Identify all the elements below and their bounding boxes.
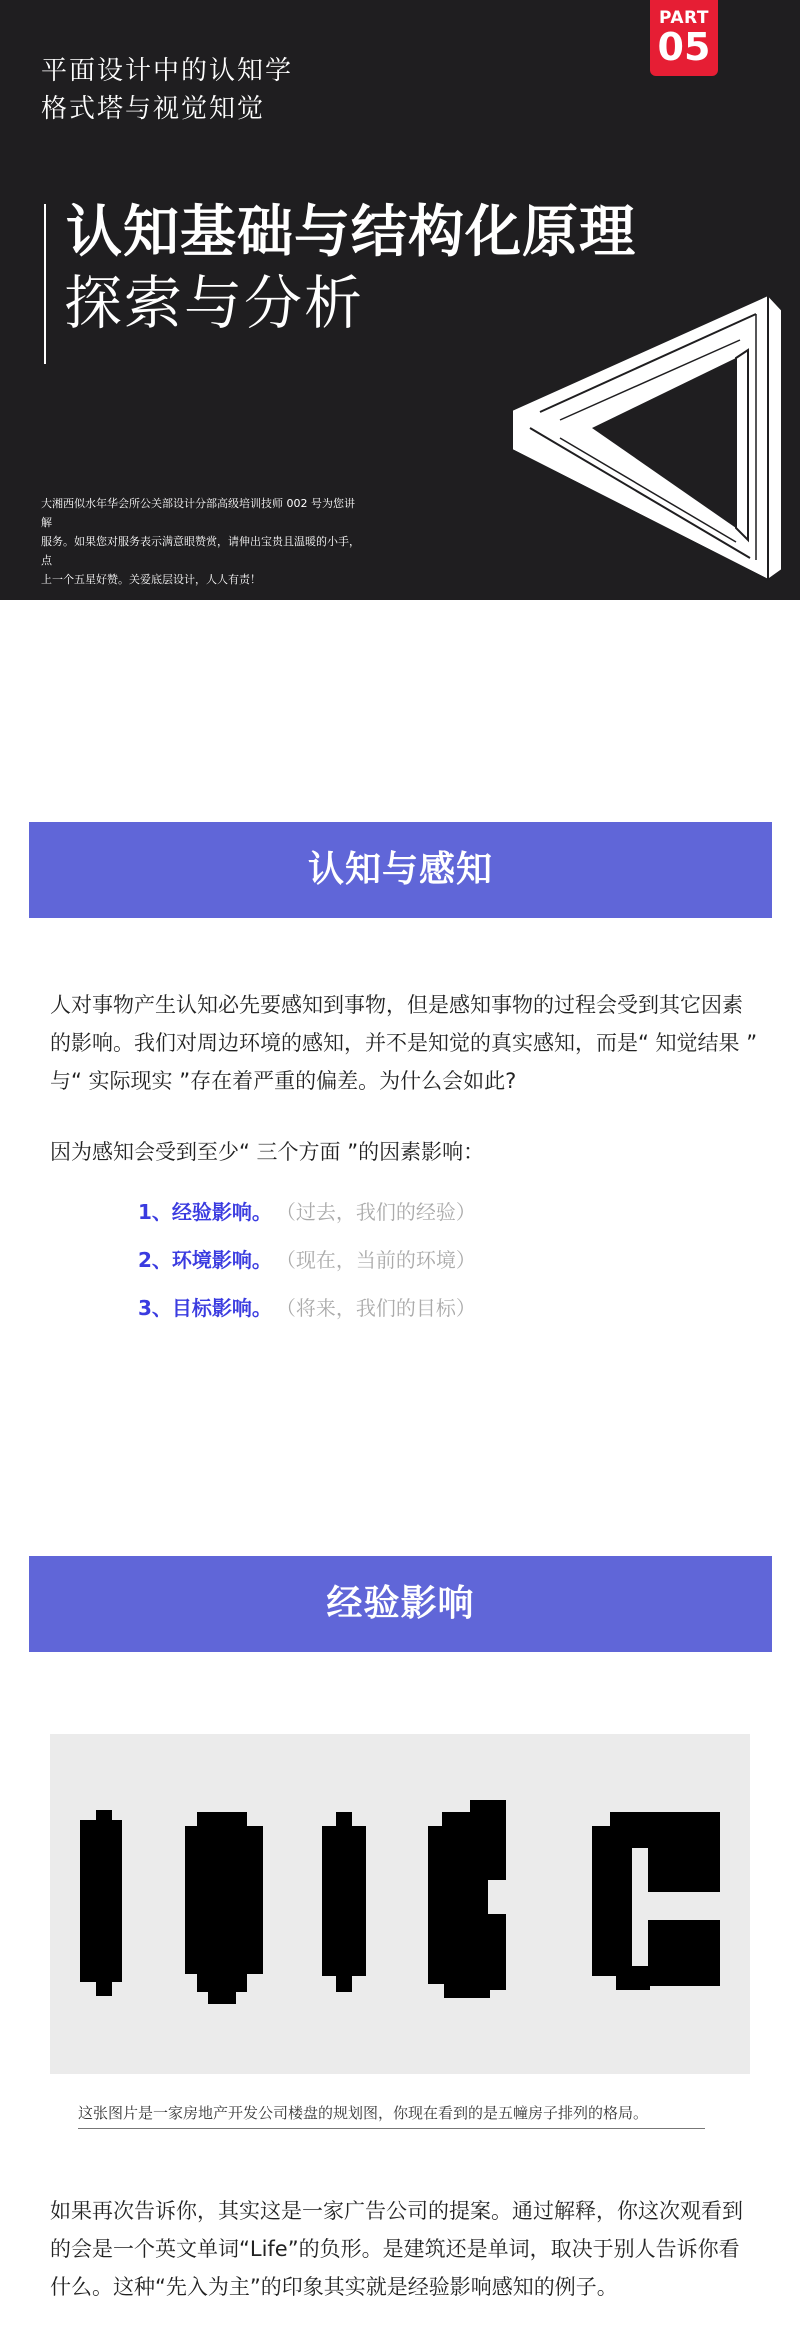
hero-subtitle — [41, 52, 293, 128]
page-subtitle: 探索与分析 — [64, 269, 365, 337]
paragraph-line: 人对事物产生认知必先要感知到事物，但是感知事物的过程会受到其它因素 — [50, 993, 743, 1017]
factor-label: 1、经验影响。 — [138, 1200, 272, 1224]
caption-divider — [78, 2128, 705, 2129]
section-heading-experience: 经验影响 — [29, 1556, 772, 1652]
factor-note: （将来，我们的目标） — [285, 1296, 476, 1320]
subtitle-line: 格式塔与视觉知觉 — [41, 94, 266, 124]
intro-line: 大湘西似水年华会所公关部设计分部高级培训技师 002 号为您讲解 — [41, 497, 355, 529]
factors-intro: 因为感知会受到至少“ 三个方面 ”的因素影响： — [50, 1140, 485, 1164]
page-title: 认知基础与结构化原理 — [66, 200, 636, 265]
factor-note: （现在，当前的环境） — [285, 1248, 476, 1272]
paragraph-line: 的会是一个英文单词“Life”的负形。是建筑还是单词，取决于别人告诉你看 — [50, 2237, 740, 2261]
section-heading-perception: 认知与感知 — [29, 822, 772, 918]
paragraph-line: 如果再次告诉你，其实这是一家广告公司的提案。通过解释，你这次观看到 — [50, 2199, 743, 2223]
paragraph-line: 什么。这种“先入为主”的印象其实就是经验影响感知的例子。 — [50, 2275, 618, 2299]
impossible-triangle-icon — [500, 290, 800, 600]
experience-paragraph — [50, 2192, 760, 2306]
part-label: PART — [659, 8, 709, 28]
factor-list — [138, 1188, 476, 1332]
hero-intro — [41, 494, 361, 589]
paragraph-line: 的影响。我们对周边环境的感知，并不是知觉的真实感知，而是“ 知觉结果 ” — [50, 1031, 758, 1055]
figure-caption: 这张图片是一家房地产开发公司楼盘的规划图，你现在看到的是五幢房子排列的格局。 — [78, 2104, 649, 2122]
life-negative-space-figure — [50, 1734, 750, 2074]
list-item — [138, 1284, 476, 1332]
paragraph-line: 与“ 实际现实 ”存在着严重的偏差。为什么会如此? — [50, 1069, 517, 1093]
factor-note: （过去，我们的经验） — [285, 1200, 476, 1224]
subtitle-line: 平面设计中的认知学 — [41, 56, 294, 86]
intro-line: 上一个五星好赞。关爱底层设计，人人有责！ — [41, 573, 261, 586]
intro-paragraph — [50, 986, 760, 1100]
hero-banner — [0, 0, 800, 600]
list-item — [138, 1236, 476, 1284]
intro-line: 服务。如果您对服务表示满意眼赞赏，请伸出宝贵且温暖的小手，点 — [41, 535, 360, 567]
part-number: 05 — [657, 25, 711, 69]
title-accent-line — [44, 204, 46, 364]
list-item — [138, 1188, 476, 1236]
building-layout-illustration — [50, 1734, 750, 2074]
part-badge — [650, 0, 718, 76]
factor-label: 3、目标影响。 — [138, 1296, 272, 1320]
factor-label: 2、环境影响。 — [138, 1248, 272, 1272]
